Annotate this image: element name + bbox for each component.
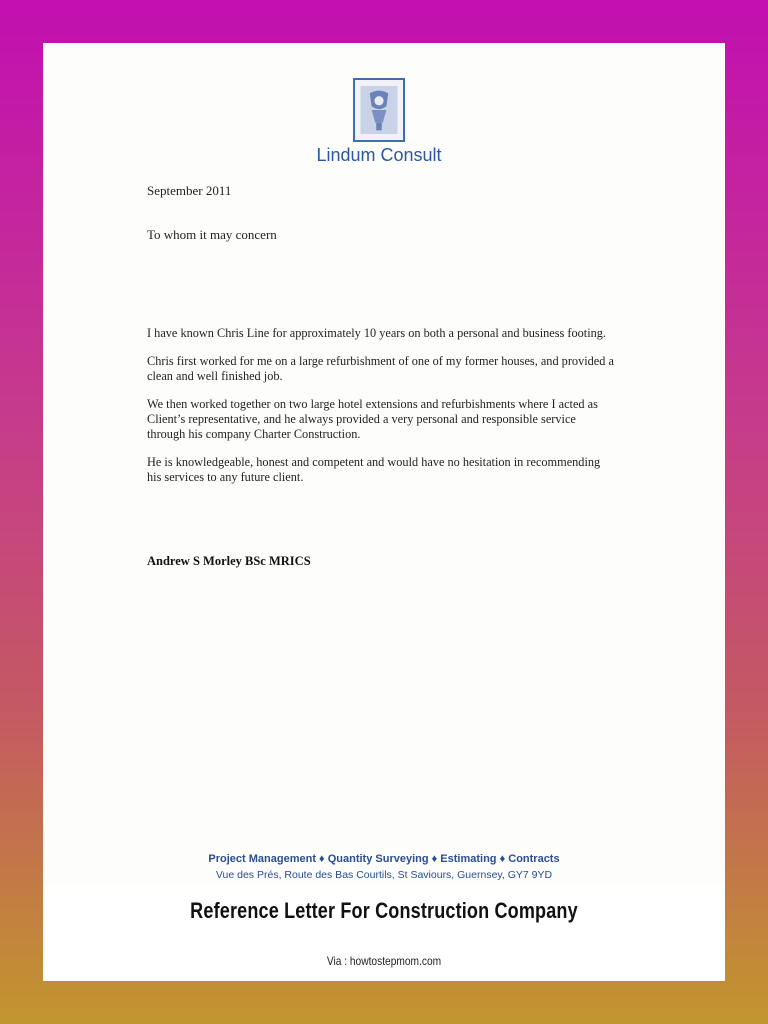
letter-date: September 2011: [147, 183, 232, 198]
letter-body: [147, 326, 617, 498]
image-card: [43, 43, 725, 981]
paragraph: We then worked together on two large hotel extensions and refurbishments where I acted as Client’s representative, and he always provided a very personal and responsible service through his company Charter Construction.: [147, 397, 598, 441]
paragraph: He is knowledgeable, honest and competent and would have no hesitation in recommending his services to any future client.: [147, 455, 601, 484]
source-credit: Via : howtostepmom.com: [326, 954, 442, 968]
reference-letter: [43, 43, 725, 886]
signature-name: Andrew S Morley BSc MRICS: [147, 554, 311, 568]
company-name: Lindum Consult: [316, 145, 442, 165]
caption-title: Reference Letter For Construction Company: [190, 898, 578, 923]
company-crest-logo: [353, 78, 405, 142]
letter-greeting: To whom it may concern: [147, 227, 277, 242]
footer-address: Vue des Prés, Route des Bas Courtils, St Saviours, Guernsey, GY7 9YD: [215, 869, 553, 881]
paragraph: I have known Chris Line for approximately 10 years on both a personal and business footing.: [147, 326, 606, 340]
paragraph: Chris first worked for me on a large refurbishment of one of my former houses, and provided a clean and well finished job.: [147, 354, 614, 383]
footer-services: Project Management ♦ Quantity Surveying ♦ Estimating ♦ Contracts: [208, 853, 560, 865]
